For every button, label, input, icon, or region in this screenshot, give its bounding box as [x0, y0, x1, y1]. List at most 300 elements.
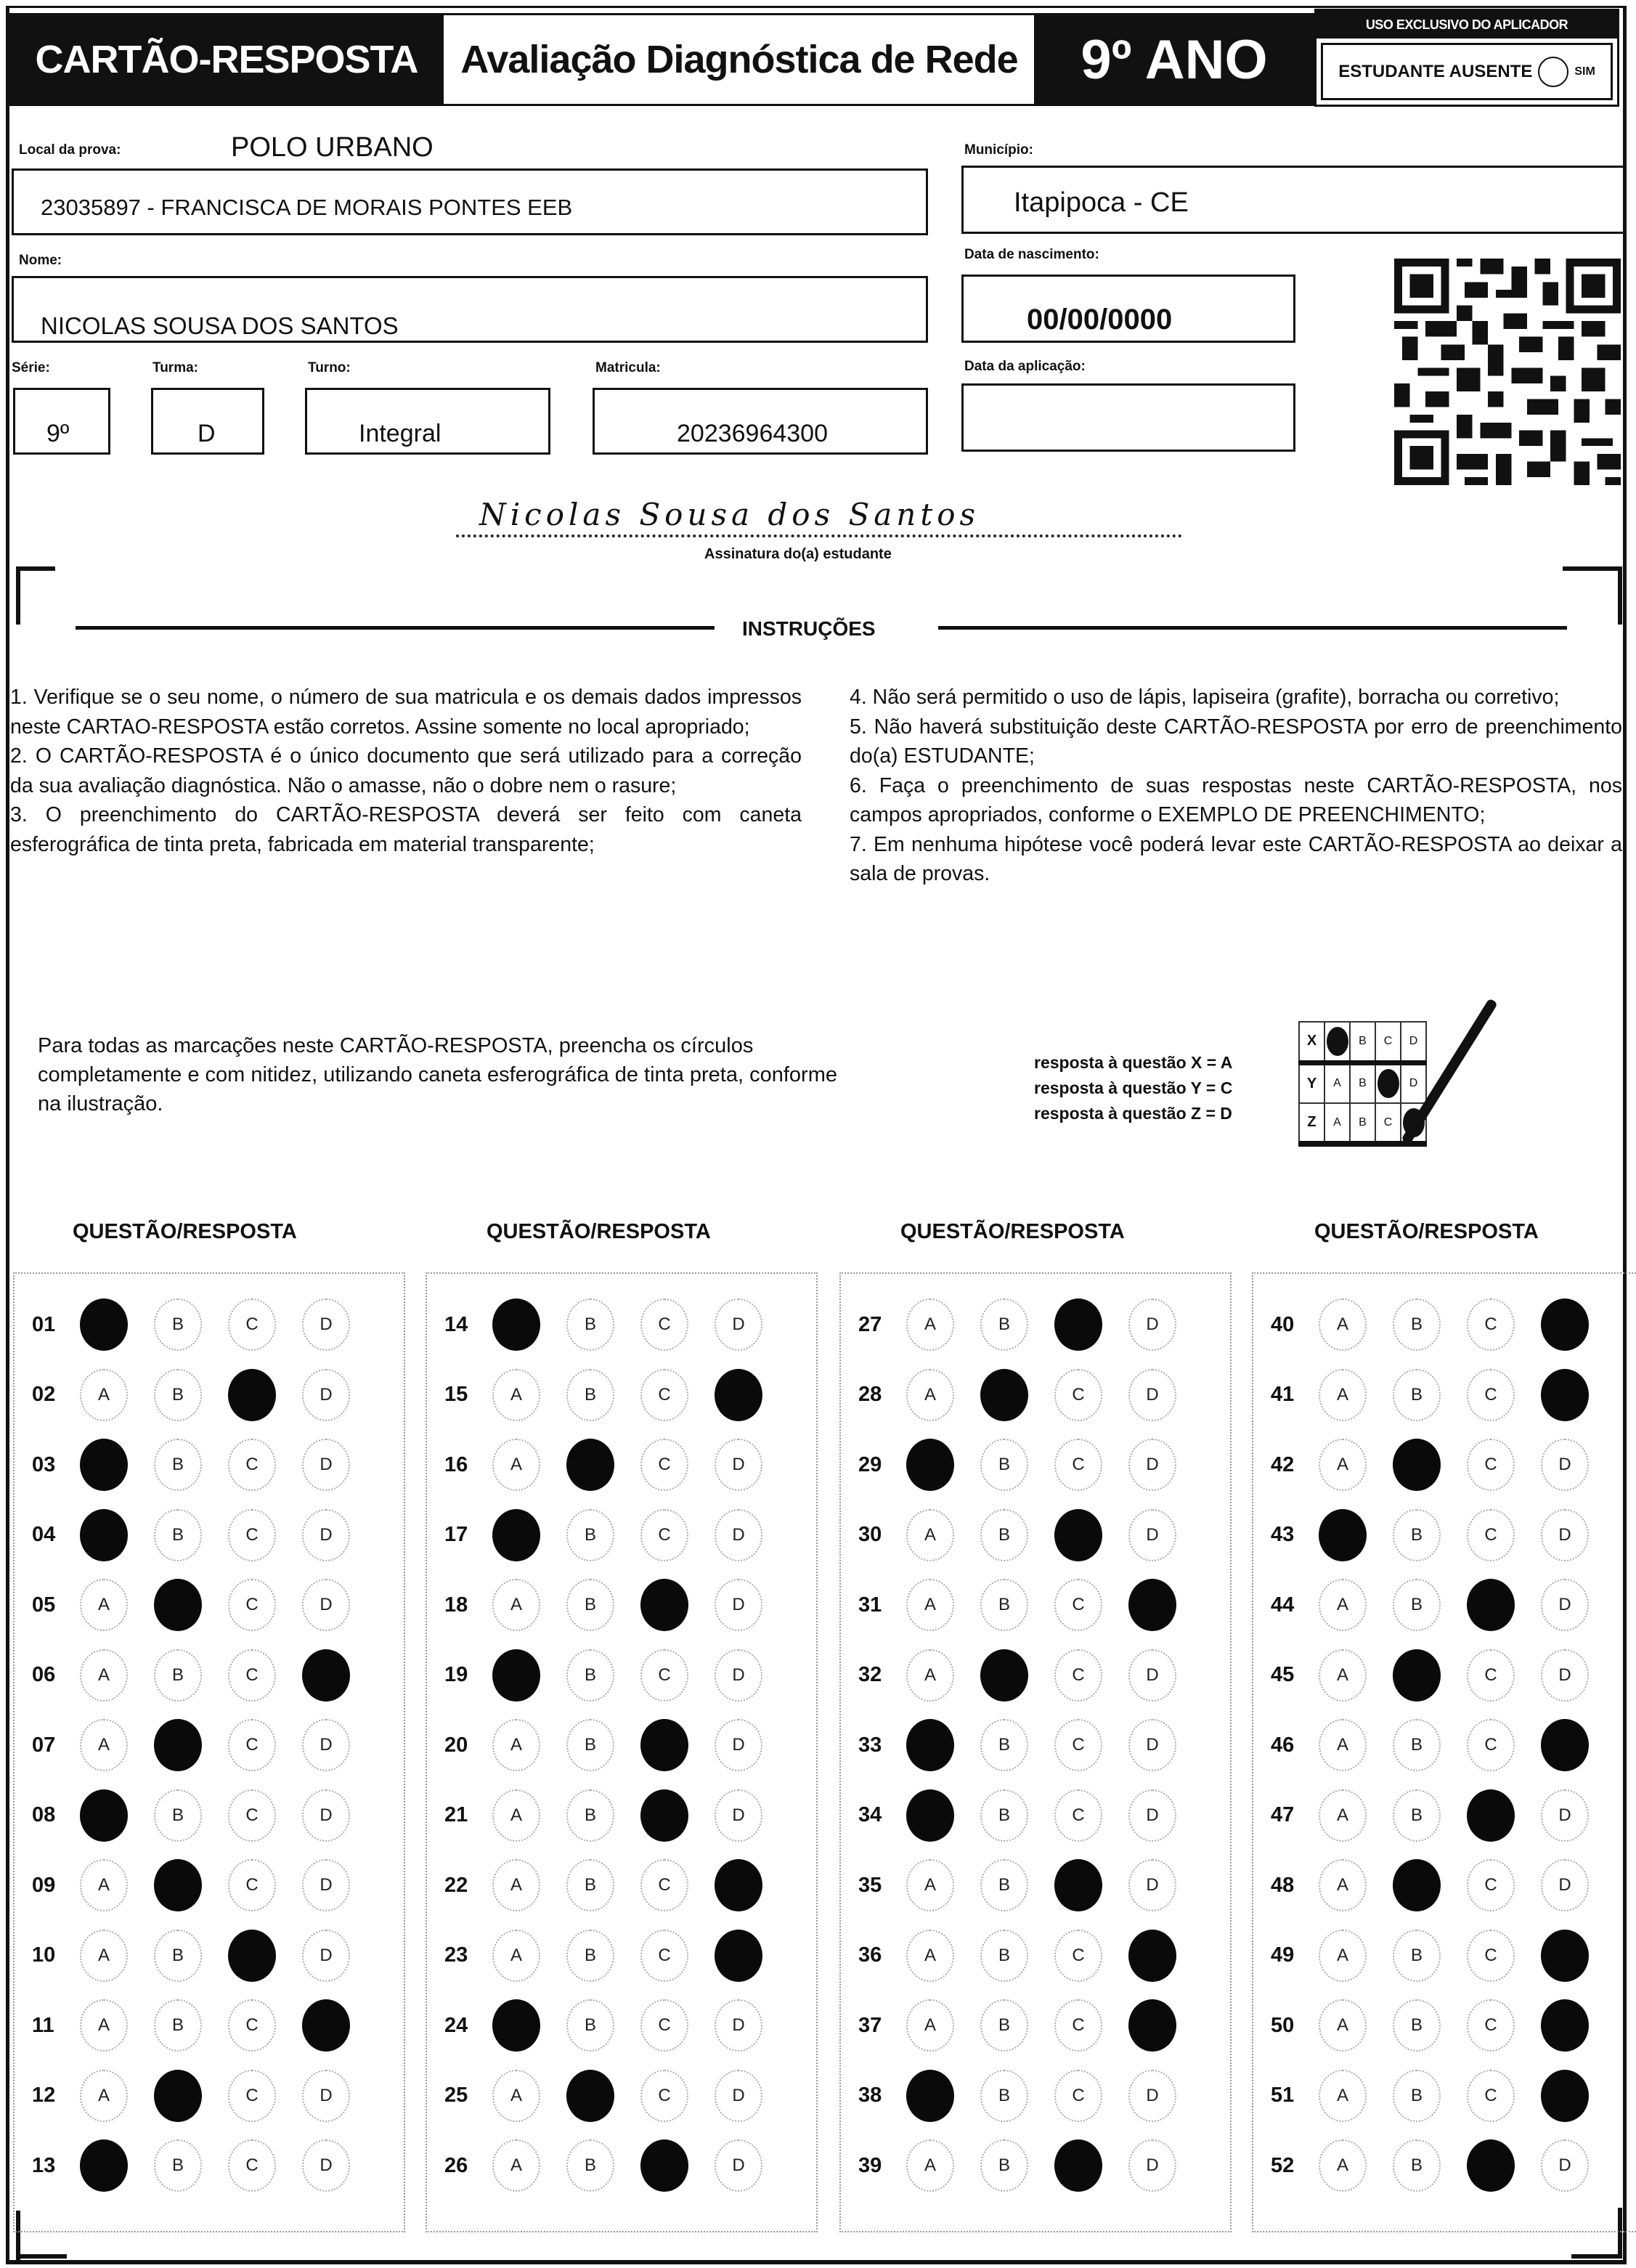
answer-bubble-a[interactable]: A [906, 1859, 954, 1911]
answer-bubble-c[interactable]: C [228, 1439, 276, 1491]
answer-bubble-c[interactable]: C [1054, 1930, 1102, 1982]
answer-bubble-a[interactable]: A [80, 1859, 128, 1911]
answer-bubble-b[interactable]: B [154, 1649, 202, 1702]
answer-bubble-b[interactable]: B [980, 1719, 1028, 1771]
answer-bubble-d[interactable]: D [1541, 1579, 1589, 1631]
answer-bubble-b[interactable]: B [566, 1369, 614, 1421]
answer-bubble-b[interactable]: B [1393, 1930, 1441, 1982]
answer-bubble-c[interactable] [1467, 2139, 1515, 2192]
answer-column [426, 1272, 818, 2232]
answer-bubble-d[interactable]: D [302, 1439, 350, 1491]
answer-row [1253, 1991, 1636, 2060]
signature-line [456, 535, 1182, 537]
answer-bubble-d[interactable]: D [715, 1999, 762, 2052]
answer-row [1253, 1641, 1636, 1710]
answer-bubble-c[interactable]: C [1467, 1859, 1515, 1911]
answer-bubble-c[interactable]: C [640, 2070, 688, 2122]
answer-bubble-d[interactable]: D [715, 1439, 762, 1491]
answer-bubble-c[interactable]: C [228, 1298, 276, 1351]
answer-bubble-a[interactable]: A [1319, 2139, 1367, 2192]
answer-bubble-d[interactable]: D [1128, 1298, 1176, 1351]
example-option: D [1401, 1022, 1426, 1062]
answer-row [427, 1290, 816, 1359]
answer-bubble-d[interactable]: D [1128, 2070, 1176, 2122]
answer-bubble-a[interactable]: A [80, 1719, 128, 1771]
instructions-right-column [850, 683, 1622, 889]
answer-bubble-a[interactable]: A [906, 1298, 954, 1351]
answer-bubble-d[interactable]: D [1128, 1859, 1176, 1911]
answer-bubble-a[interactable]: A [906, 1509, 954, 1561]
answer-row [427, 2131, 816, 2200]
answer-bubble-b[interactable]: B [980, 2139, 1028, 2192]
answer-bubble-a[interactable]: A [1319, 1719, 1367, 1771]
answer-bubble-a[interactable]: A [1319, 1859, 1367, 1911]
answer-bubble-d[interactable]: D [1541, 1509, 1589, 1561]
absent-bubble[interactable] [1538, 57, 1568, 87]
column-header: QUESTÃO/RESPOSTA [900, 1220, 1125, 1243]
answer-bubble-b[interactable]: B [154, 1999, 202, 2052]
answer-bubble-d[interactable]: D [715, 2070, 762, 2122]
answer-bubble-c[interactable] [1467, 1579, 1515, 1631]
answer-row [427, 1570, 816, 1640]
answer-bubble-a[interactable]: A [1319, 1439, 1367, 1491]
answer-bubble-a[interactable]: A [492, 2070, 540, 2122]
answer-bubble-d[interactable]: D [302, 2139, 350, 2192]
answer-bubble-b[interactable]: B [1393, 2139, 1441, 2192]
municipio-value: Itapipoca - CE [1014, 187, 1189, 218]
answer-bubble-d[interactable] [1541, 2070, 1589, 2122]
answer-bubble-c[interactable] [1054, 2139, 1102, 2192]
answer-bubble-a[interactable]: A [1319, 1298, 1367, 1351]
question-number: 33 [858, 1733, 882, 1757]
answer-bubble-a[interactable]: A [1319, 1930, 1367, 1982]
question-number: 41 [1271, 1383, 1295, 1406]
question-number: 19 [444, 1663, 468, 1686]
answer-bubble-a[interactable] [492, 1298, 540, 1351]
answer-bubble-b[interactable] [980, 1369, 1028, 1421]
answer-bubble-d[interactable] [715, 1859, 762, 1911]
answer-bubble-b[interactable]: B [566, 1298, 614, 1351]
answer-bubble-d[interactable]: D [302, 1930, 350, 1982]
answer-bubble-a[interactable]: A [1319, 2070, 1367, 2122]
answer-row [841, 1781, 1230, 1850]
answer-bubble-a[interactable]: A [492, 1789, 540, 1842]
answer-bubble-c[interactable] [1054, 1859, 1102, 1911]
answer-bubble-b[interactable]: B [1393, 1369, 1441, 1421]
answer-bubble-d[interactable]: D [302, 2070, 350, 2122]
answer-bubble-a[interactable]: A [492, 2139, 540, 2192]
answer-bubble-d[interactable] [715, 1930, 762, 1982]
answer-bubble-b[interactable]: B [566, 1509, 614, 1561]
answer-bubble-a[interactable] [906, 2070, 954, 2122]
answer-row [841, 2131, 1230, 2200]
question-number: 34 [858, 1803, 882, 1826]
local-label: Local da prova: [19, 142, 121, 158]
answer-bubble-b[interactable]: B [980, 1999, 1028, 2052]
answer-row [15, 2061, 404, 2131]
answer-bubble-b[interactable]: B [980, 1789, 1028, 1842]
answer-bubble-b[interactable]: B [980, 1930, 1028, 1982]
answer-bubble-a[interactable] [906, 1789, 954, 1842]
answer-bubble-c[interactable]: C [1054, 1439, 1102, 1491]
answer-bubble-d[interactable]: D [715, 1509, 762, 1561]
example-option: C [1375, 1022, 1401, 1062]
aplicacao-label: Data da aplicação: [964, 359, 1086, 374]
answer-bubble-d[interactable]: D [1541, 1859, 1589, 1911]
answer-bubble-c[interactable]: C [228, 1999, 276, 2052]
answer-bubble-b[interactable]: B [566, 2139, 614, 2192]
column-header: QUESTÃO/RESPOSTA [1314, 1220, 1539, 1243]
answer-bubble-a[interactable]: A [906, 1999, 954, 2052]
example-question-label: Y [1299, 1062, 1324, 1103]
answer-bubble-d[interactable]: D [1541, 1649, 1589, 1702]
answer-column [839, 1272, 1232, 2232]
question-number: 39 [858, 2153, 882, 2177]
answer-bubble-b[interactable] [566, 1439, 614, 1491]
instruction-item: 1. Verifique se o seu nome, o número de sua matricula e os demais dados impressos neste CARTAO-RESPOSTA estão corretos. Assine somente no local apropriado; [10, 686, 802, 739]
answer-bubble-d[interactable]: D [1128, 1789, 1176, 1842]
absent-student-field [1321, 43, 1613, 100]
answer-bubble-d[interactable]: D [302, 1369, 350, 1421]
question-number: 43 [1271, 1523, 1295, 1546]
answer-bubble-c[interactable]: C [640, 1298, 688, 1351]
answer-bubble-b[interactable]: B [1393, 1298, 1441, 1351]
answer-bubble-c[interactable]: C [1467, 1369, 1515, 1421]
example-option: B [1350, 1103, 1375, 1144]
answer-row [15, 1430, 404, 1500]
answer-bubble-d[interactable]: D [715, 1298, 762, 1351]
answer-bubble-c[interactable]: C [640, 1509, 688, 1561]
corner-mark-top-right-v [1618, 566, 1622, 625]
question-number: 28 [858, 1383, 882, 1406]
question-number: 32 [858, 1663, 882, 1686]
question-number: 23 [444, 1943, 468, 1967]
answer-bubble-b[interactable]: B [566, 1930, 614, 1982]
answer-bubble-b[interactable] [154, 1859, 202, 1911]
answer-bubble-d[interactable]: D [302, 1719, 350, 1771]
answer-bubble-d[interactable] [1541, 1930, 1589, 1982]
answer-bubble-d[interactable]: D [715, 1649, 762, 1702]
answer-bubble-d[interactable] [1128, 1999, 1176, 2052]
question-number: 22 [444, 1873, 468, 1897]
answer-bubble-c[interactable]: C [1467, 1509, 1515, 1561]
nome-value: NICOLAS SOUSA DOS SANTOS [41, 312, 399, 339]
answer-bubble-d[interactable] [302, 1999, 350, 2052]
answer-bubble-a[interactable]: A [1319, 1789, 1367, 1842]
answer-bubble-c[interactable]: C [640, 1930, 688, 1982]
answer-bubble-a[interactable] [80, 1509, 128, 1561]
answer-bubble-a[interactable]: A [906, 1930, 954, 1982]
answer-row [15, 1570, 404, 1640]
answer-bubble-b[interactable]: B [566, 1579, 614, 1631]
answer-bubble-a[interactable] [492, 1649, 540, 1702]
answer-bubble-b[interactable] [566, 2070, 614, 2122]
answer-bubble-c[interactable]: C [1054, 1369, 1102, 1421]
answer-bubble-b[interactable]: B [566, 1859, 614, 1911]
answer-bubble-a[interactable] [492, 1999, 540, 2052]
answer-row [841, 1290, 1230, 1359]
question-number: 09 [32, 1873, 56, 1897]
column-header: QUESTÃO/RESPOSTA [487, 1220, 711, 1243]
answer-bubble-c[interactable]: C [640, 1369, 688, 1421]
answer-bubble-a[interactable] [906, 1439, 954, 1491]
answer-bubble-a[interactable] [906, 1719, 954, 1771]
answer-bubble-c[interactable]: C [228, 1859, 276, 1911]
instruction-item: 2. O CARTÃO-RESPOSTA é o único documento que será utilizado para a correção da sua avaliação diagnóstica. Não o amasse, não o dobre nem o rasure; [10, 744, 802, 797]
answer-bubble-d[interactable] [1541, 1719, 1589, 1771]
answer-bubble-b[interactable]: B [980, 1439, 1028, 1491]
answer-bubble-b[interactable]: B [566, 1999, 614, 2052]
answer-bubble-d[interactable] [1128, 1930, 1176, 1982]
answer-bubble-b[interactable]: B [566, 1649, 614, 1702]
local-value: POLO URBANO [231, 132, 434, 163]
question-number: 27 [858, 1312, 882, 1336]
answer-bubble-a[interactable]: A [906, 1579, 954, 1631]
answer-bubble-c[interactable]: C [1054, 1649, 1102, 1702]
example-option: B [1350, 1062, 1375, 1103]
answer-bubble-a[interactable]: A [80, 1649, 128, 1702]
answer-bubble-b[interactable]: B [980, 1859, 1028, 1911]
question-number: 37 [858, 2013, 882, 2037]
question-number: 35 [858, 1873, 882, 1897]
answer-bubble-d[interactable]: D [715, 1579, 762, 1631]
answer-bubble-c[interactable]: C [1467, 1930, 1515, 1982]
question-number: 42 [1271, 1452, 1295, 1476]
answer-row [1253, 1850, 1636, 1920]
answer-bubble-a[interactable]: A [906, 1649, 954, 1702]
answer-bubble-b[interactable]: B [154, 1509, 202, 1561]
answer-bubble-b[interactable] [154, 1719, 202, 1771]
instruction-item: 5. Não haverá substituição deste CARTÃO-RESPOSTA por erro de preenchimento do(a) ESTUDANTE; [850, 715, 1622, 768]
question-number: 51 [1271, 2084, 1295, 2107]
answer-bubble-b[interactable]: B [980, 1509, 1028, 1561]
answer-bubble-b[interactable] [1393, 1859, 1441, 1911]
answer-bubble-c[interactable]: C [1054, 1579, 1102, 1631]
answer-bubble-d[interactable] [302, 1649, 350, 1702]
answer-row [15, 1781, 404, 1850]
answer-bubble-d[interactable]: D [1128, 1369, 1176, 1421]
answer-bubble-c[interactable]: C [1054, 1789, 1102, 1842]
answer-bubble-b[interactable] [154, 2070, 202, 2122]
filled-circle-icon [1327, 1027, 1348, 1056]
answer-bubble-c[interactable]: C [1054, 1999, 1102, 2052]
answer-bubble-a[interactable]: A [80, 1930, 128, 1982]
answer-bubble-a[interactable]: A [1319, 1369, 1367, 1421]
answer-bubble-b[interactable] [1393, 1439, 1441, 1491]
answer-bubble-c[interactable] [1467, 1789, 1515, 1842]
answer-bubble-c[interactable]: C [1054, 1719, 1102, 1771]
answer-bubble-b[interactable]: B [980, 1579, 1028, 1631]
example-option: B [1350, 1022, 1375, 1062]
example-legend-item: resposta à questão X = A [1034, 1053, 1233, 1072]
answer-bubble-c[interactable]: C [1467, 1999, 1515, 2052]
question-number: 29 [858, 1452, 882, 1476]
question-number: 14 [444, 1312, 468, 1336]
answer-row [841, 2061, 1230, 2131]
answer-bubble-d[interactable]: D [302, 1579, 350, 1631]
question-number: 08 [32, 1803, 56, 1826]
answer-bubble-b[interactable]: B [154, 1298, 202, 1351]
answer-bubble-a[interactable] [80, 1789, 128, 1842]
answer-bubble-d[interactable]: D [302, 1789, 350, 1842]
answer-bubble-d[interactable]: D [302, 1509, 350, 1561]
corner-mark-bottom-left [16, 2254, 67, 2259]
answer-bubble-a[interactable]: A [492, 1859, 540, 1911]
answer-bubble-a[interactable] [80, 1439, 128, 1491]
answer-bubble-d[interactable] [715, 1369, 762, 1421]
answer-bubble-c[interactable] [640, 1789, 688, 1842]
answer-bubble-d[interactable] [1541, 1298, 1589, 1351]
absent-option-label: SIM [1574, 65, 1595, 78]
example-legend-item: resposta à questão Y = C [1034, 1078, 1233, 1097]
example-filled-bubble [1375, 1062, 1401, 1103]
answer-bubble-b[interactable]: B [980, 1298, 1028, 1351]
answer-bubble-b[interactable]: B [566, 1789, 614, 1842]
instruction-item: 7. Em nenhuma hipótese você poderá levar este CARTÃO-RESPOSTA ao deixar a sala de provas. [850, 832, 1622, 885]
answer-bubble-b[interactable] [154, 1579, 202, 1631]
answer-bubble-c[interactable] [228, 1930, 276, 1982]
answer-bubble-c[interactable] [228, 1369, 276, 1421]
answer-row [841, 1641, 1230, 1710]
absent-label: ESTUDANTE AUSENTE [1338, 61, 1533, 81]
answer-bubble-a[interactable] [1319, 1509, 1367, 1561]
answer-bubble-c[interactable]: C [1467, 1439, 1515, 1491]
answer-bubble-a[interactable]: A [80, 1369, 128, 1421]
answer-bubble-b[interactable] [1393, 1649, 1441, 1702]
answer-bubble-a[interactable]: A [906, 2139, 954, 2192]
answer-bubble-c[interactable]: C [228, 1789, 276, 1842]
answer-bubble-a[interactable]: A [492, 1579, 540, 1631]
answer-bubble-c[interactable]: C [228, 2139, 276, 2192]
answer-row [427, 2061, 816, 2131]
answer-bubble-b[interactable] [980, 1649, 1028, 1702]
filled-circle-icon [1377, 1069, 1399, 1098]
answer-bubble-d[interactable]: D [1541, 2139, 1589, 2192]
question-number: 36 [858, 1943, 882, 1967]
answer-bubble-a[interactable] [492, 1509, 540, 1561]
answer-bubble-a[interactable]: A [1319, 1579, 1367, 1631]
school-value: 23035897 - FRANCISCA DE MORAIS PONTES EEB [41, 195, 573, 220]
answer-bubble-d[interactable]: D [715, 1789, 762, 1842]
answer-bubble-a[interactable]: A [80, 2070, 128, 2122]
question-number: 25 [444, 2084, 468, 2107]
answer-bubble-c[interactable]: C [1467, 1649, 1515, 1702]
answer-row [427, 1710, 816, 1780]
answer-bubble-b[interactable]: B [980, 2070, 1028, 2122]
answer-bubble-a[interactable]: A [492, 1369, 540, 1421]
answer-row [15, 1710, 404, 1780]
card-title: CARTÃO-RESPOSTA [9, 13, 444, 106]
answer-bubble-a[interactable]: A [1319, 1649, 1367, 1702]
answer-row [1253, 1781, 1636, 1850]
applicator-box [1314, 9, 1619, 107]
serie-label: Série: [12, 360, 50, 375]
answer-bubble-d[interactable]: D [1128, 1719, 1176, 1771]
answer-bubble-d[interactable]: D [1128, 2139, 1176, 2192]
answer-bubble-b[interactable]: B [1393, 1509, 1441, 1561]
question-number: 12 [32, 2084, 56, 2107]
answer-bubble-d[interactable]: D [1128, 1649, 1176, 1702]
answer-bubble-a[interactable]: A [906, 1369, 954, 1421]
answer-row [841, 1921, 1230, 1991]
answer-bubble-c[interactable]: C [640, 1439, 688, 1491]
answer-bubble-b[interactable]: B [154, 1369, 202, 1421]
aplicacao-field[interactable] [961, 383, 1295, 452]
answer-bubble-c[interactable]: C [640, 1859, 688, 1911]
example-legend [1034, 1050, 1232, 1126]
answer-bubble-d[interactable] [1541, 1999, 1589, 2052]
answer-bubble-c[interactable]: C [228, 2070, 276, 2122]
answer-bubble-d[interactable] [1541, 1369, 1589, 1421]
question-number: 18 [444, 1593, 468, 1617]
example-filled-bubble [1324, 1022, 1350, 1062]
answer-bubble-c[interactable]: C [1467, 1298, 1515, 1351]
answer-bubble-b[interactable]: B [1393, 1789, 1441, 1842]
answer-bubble-c[interactable] [640, 1579, 688, 1631]
answer-bubble-d[interactable]: D [1128, 1439, 1176, 1491]
answer-bubble-b[interactable]: B [1393, 2070, 1441, 2122]
answer-bubble-d[interactable]: D [1128, 1509, 1176, 1561]
answer-bubble-a[interactable]: A [80, 1579, 128, 1631]
answer-bubble-c[interactable]: C [640, 1649, 688, 1702]
answer-bubble-b[interactable]: B [154, 1930, 202, 1982]
answer-row [841, 1430, 1230, 1500]
answer-bubble-c[interactable]: C [640, 1999, 688, 2052]
answer-bubble-b[interactable]: B [1393, 1719, 1441, 1771]
answer-bubble-a[interactable] [80, 2139, 128, 2192]
answer-bubble-c[interactable]: C [228, 1509, 276, 1561]
answer-bubble-a[interactable] [80, 1298, 128, 1351]
answer-bubble-d[interactable]: D [715, 2139, 762, 2192]
question-number: 04 [32, 1523, 56, 1546]
question-number: 44 [1271, 1593, 1295, 1617]
answer-bubble-c[interactable] [640, 2139, 688, 2192]
answer-bubble-c[interactable]: C [1054, 2070, 1102, 2122]
answer-bubble-d[interactable]: D [1541, 1789, 1589, 1842]
example-row [1299, 1062, 1426, 1103]
answer-bubble-b[interactable]: B [154, 1439, 202, 1491]
answer-bubble-c[interactable]: C [1467, 1719, 1515, 1771]
answer-bubble-d[interactable]: D [302, 1298, 350, 1351]
question-number: 15 [444, 1383, 468, 1406]
answer-bubble-c[interactable]: C [228, 1719, 276, 1771]
corner-mark-bottom-right [1571, 2254, 1622, 2259]
answer-bubble-b[interactable]: B [154, 2139, 202, 2192]
instructions-rule-left [76, 626, 715, 630]
answer-bubble-a[interactable]: A [80, 1999, 128, 2052]
answer-bubble-d[interactable]: D [302, 1859, 350, 1911]
answer-bubble-a[interactable]: A [1319, 1999, 1367, 2052]
municipio-label: Município: [964, 142, 1033, 158]
answer-bubble-c[interactable] [1054, 1298, 1102, 1351]
answer-bubble-b[interactable]: B [154, 1789, 202, 1842]
answer-bubble-b[interactable]: B [1393, 1579, 1441, 1631]
answer-bubble-c[interactable] [640, 1719, 688, 1771]
answer-bubble-b[interactable]: B [1393, 1999, 1441, 2052]
answer-bubble-c[interactable]: C [1467, 2070, 1515, 2122]
answer-bubble-a[interactable]: A [492, 1719, 540, 1771]
answer-bubble-d[interactable]: D [1541, 1439, 1589, 1491]
answer-row [1253, 1360, 1636, 1430]
answer-bubble-c[interactable]: C [228, 1579, 276, 1631]
answer-bubble-b[interactable]: B [566, 1719, 614, 1771]
answer-bubble-d[interactable]: D [715, 1719, 762, 1771]
answer-bubble-a[interactable]: A [492, 1439, 540, 1491]
answer-bubble-a[interactable]: A [492, 1930, 540, 1982]
answer-bubble-c[interactable] [1054, 1509, 1102, 1561]
answer-bubble-d[interactable] [1128, 1579, 1176, 1631]
answer-bubble-c[interactable]: C [228, 1649, 276, 1702]
